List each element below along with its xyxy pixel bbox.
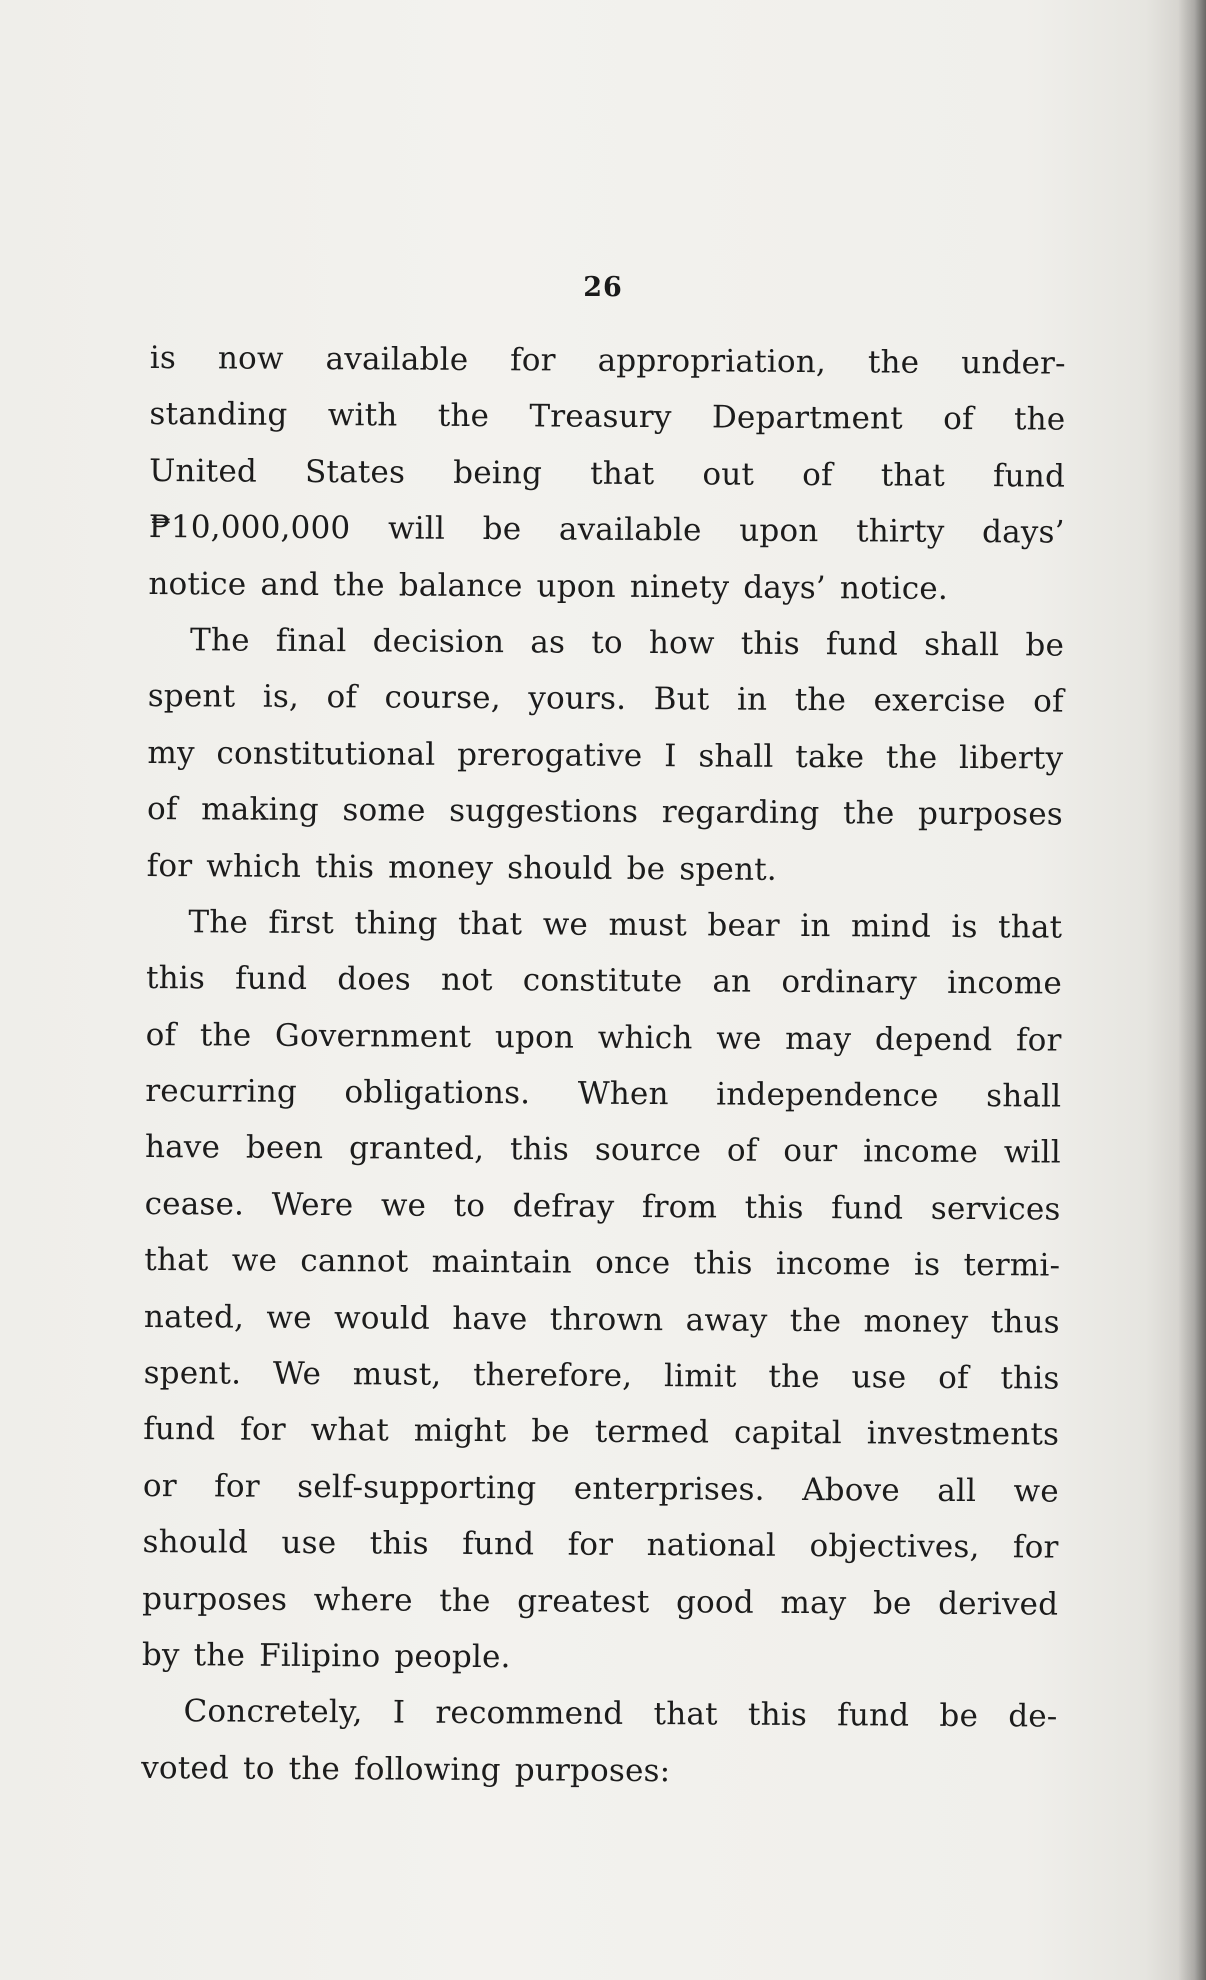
text-line: have been granted, this source of our income will (144, 1129, 1061, 1172)
text-line: should use this fund for national objectives, for (142, 1524, 1059, 1566)
text-line: for which this money should be spent. (146, 847, 778, 888)
paragraph-start-line: The final decision as to how this fund shall be (189, 622, 1065, 664)
text-line: that we cannot maintain once this income is termi- (144, 1242, 1061, 1284)
text-line: purposes where the greatest good may be derived (142, 1580, 1059, 1623)
text-line: standing with the Treasury Department of the (149, 396, 1066, 438)
paragraph-start-line: Concretely, I recommend that this fund be de- (183, 1693, 1058, 1735)
text-line: ₱10,000,000 will be available upon thirty days’ (148, 509, 1065, 551)
text-line: nated, we would have thrown away the money thus (143, 1298, 1060, 1341)
text-line: fund for what might be termed capital investments (143, 1411, 1060, 1453)
text-line: spent is, of course, yours. But in the exercise of (147, 678, 1064, 720)
paragraph-start-line: The first thing that we must bear in mind is that (188, 904, 1063, 946)
text-line: United States being that out of that fund (149, 452, 1066, 495)
text-line: of the Government upon which we may depend for (145, 1016, 1062, 1059)
text-line: this fund does not constitute an ordinary income (145, 960, 1063, 1002)
text-line: spent. We must, therefore, limit the use of this (143, 1355, 1060, 1397)
page-number: 26 (583, 272, 623, 303)
text-line: recurring obligations. When independence shall (145, 1073, 1062, 1115)
body-text (141, 330, 1066, 1802)
text-line: my constitutional prerogative I shall take the liberty (147, 734, 1064, 777)
text-line: voted to the following purposes: (141, 1749, 671, 1789)
text-line: is now available for appropriation, the under- (149, 339, 1066, 382)
text-line: notice and the balance upon ninety days’ notice. (148, 565, 949, 607)
text-line: cease. Were we to defray from this fund services (144, 1185, 1061, 1228)
text-line: or for self-supporting enterprises. Above all we (142, 1467, 1059, 1510)
text-line: by the Filipino people. (141, 1636, 511, 1676)
text-line: of making some suggestions regarding the purposes (146, 791, 1064, 833)
